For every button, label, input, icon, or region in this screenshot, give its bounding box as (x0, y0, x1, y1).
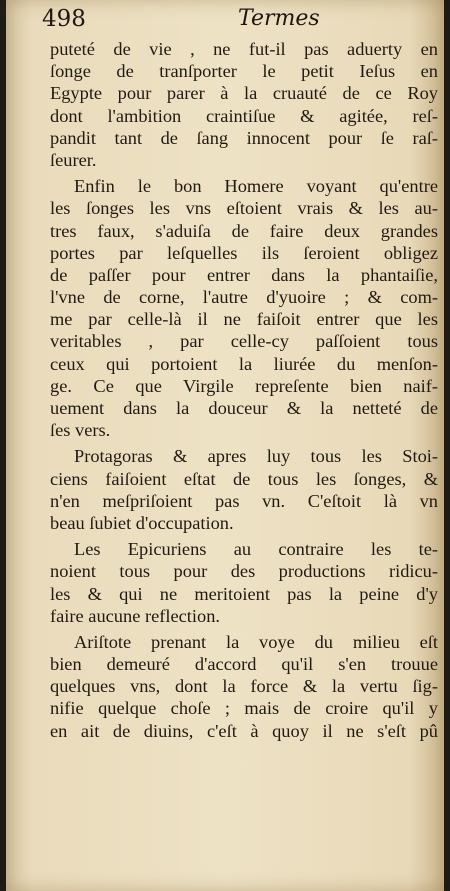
paragraph (50, 538, 438, 627)
text-line: puteté de vie , ne fut-il pas aduerty en (50, 39, 438, 59)
text-line: ceux qui portoient la liurée du menſon- (50, 353, 438, 374)
body-text (50, 38, 438, 742)
text-line: n'en meſpriſoient pas vn. C'eſtoit là vn (50, 490, 438, 511)
text-line: Les Epicuriens au contraire les te- (74, 539, 438, 560)
text-line: de paſſer pour entrer dans la phantaiſie, (50, 264, 438, 285)
text-line: veritables , par celle-cy paſſoient tous (50, 331, 438, 352)
book-page (6, 0, 444, 891)
text-line: me par celle-là il ne faiſoit entrer que les (50, 309, 438, 330)
page-number: 498 (42, 6, 86, 32)
text-line: portes par leſquelles ils ſeroient obligez (50, 242, 438, 263)
text-line: l'vne de corne, l'autre d'yuoire ; & com- (50, 287, 438, 308)
text-line: nifie quelque choſe ; mais de croire qu'il y (50, 698, 438, 719)
text-line: uement dans la douceur & la netteté de (50, 398, 438, 418)
text-line: les ſonges les vns eſtoient vrais & les au- (50, 198, 438, 219)
text-line: ſonge de tranſporter le petit Ieſus en (50, 61, 438, 82)
text-line: tres faux, s'aduiſa de faire deux grandes (50, 220, 438, 241)
paragraph (50, 445, 438, 534)
running-head: Termes (238, 6, 320, 31)
text-line: faire aucune reflection. (50, 605, 221, 626)
text-line: ſes vers. (50, 420, 111, 441)
text-line: quelques vns, dont la force & la vertu ſig- (50, 676, 438, 697)
text-line: Egypte pour parer à la cruauté de ce Roy (50, 83, 438, 104)
text-line: les & qui ne meritoient pas la peine d'y (50, 583, 438, 604)
text-line: Protagoras & apres luy tous les Stoi- (74, 446, 438, 467)
page-header (42, 6, 414, 40)
paragraph (50, 175, 438, 441)
text-line: en ait de diuins, c'eſt à quoy il ne s'eſt pû (50, 720, 438, 741)
text-line: bien demeuré d'accord qu'il s'en trouue (50, 654, 438, 675)
text-line: ge. Ce que Virgile repreſente bien naif- (50, 375, 438, 396)
text-line: Ariſtote prenant la voye du milieu eſt (74, 631, 438, 652)
text-line: noient tous pour des productions ridicu- (50, 561, 438, 582)
text-line: pandit tant de ſang innocent pour ſe raſ- (50, 127, 438, 148)
paragraph (50, 631, 438, 742)
text-line: Enfin le bon Homere voyant qu'entre (74, 176, 438, 197)
text-line: ſeurer. (50, 149, 97, 170)
text-line: dont l'ambition craintiſue & agitée, reſ- (50, 105, 438, 126)
text-line: ciens faiſoient eſtat de tous les ſonges, & (50, 468, 438, 489)
paragraph (50, 38, 438, 171)
text-line: beau ſubiet d'occupation. (50, 512, 234, 533)
